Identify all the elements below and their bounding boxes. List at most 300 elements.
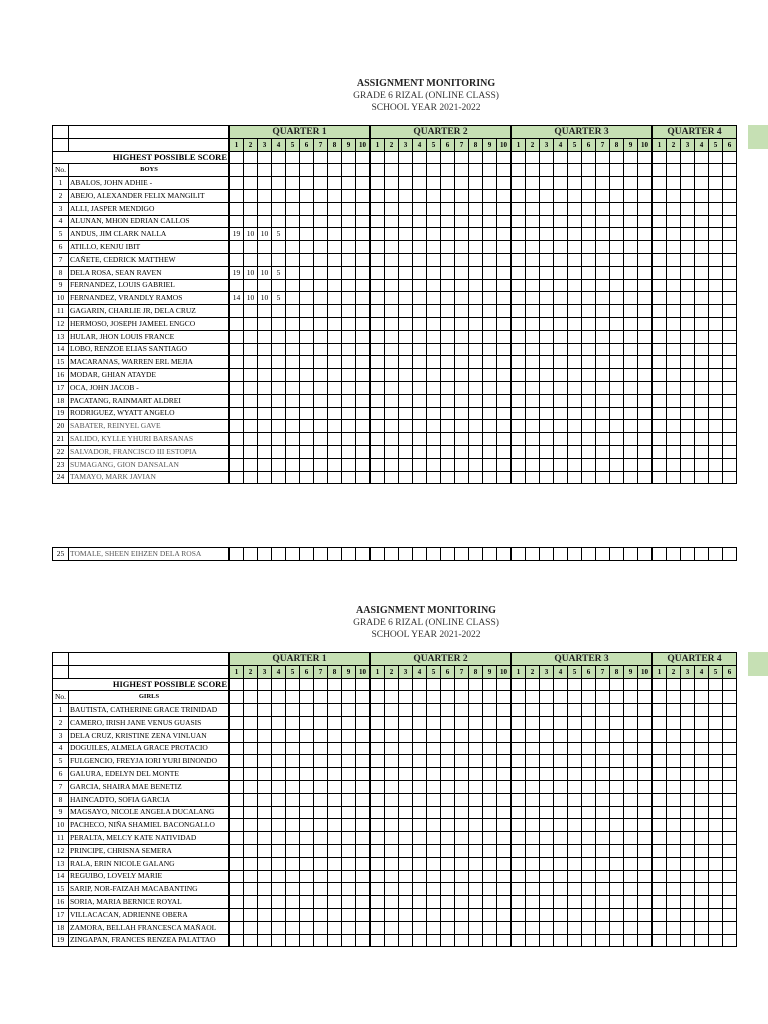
score-cell[interactable] (244, 755, 258, 768)
score-cell[interactable] (469, 896, 483, 909)
score-cell[interactable] (385, 716, 399, 729)
score-cell[interactable] (681, 330, 695, 343)
score-cell[interactable] (399, 420, 413, 433)
score-cell[interactable] (413, 691, 427, 704)
score-cell[interactable] (370, 716, 385, 729)
score-cell[interactable] (342, 215, 356, 228)
score-cell[interactable] (723, 716, 737, 729)
score-cell[interactable] (455, 857, 469, 870)
score-cell[interactable] (652, 420, 667, 433)
score-cell[interactable] (455, 548, 469, 561)
score-cell[interactable] (356, 704, 371, 717)
score-cell[interactable] (610, 908, 624, 921)
score-cell[interactable] (413, 458, 427, 471)
score-cell[interactable] (342, 317, 356, 330)
score-cell[interactable] (511, 343, 526, 356)
score-cell[interactable] (441, 768, 455, 781)
score-cell[interactable] (469, 369, 483, 382)
score-cell[interactable] (540, 704, 554, 717)
score-cell[interactable] (695, 189, 709, 202)
score-cell[interactable] (695, 921, 709, 934)
score-cell[interactable] (300, 678, 314, 691)
score-cell[interactable] (540, 381, 554, 394)
score-cell[interactable] (427, 716, 441, 729)
score-cell[interactable] (554, 330, 568, 343)
score-cell[interactable] (540, 716, 554, 729)
score-cell[interactable] (370, 819, 385, 832)
score-cell[interactable] (497, 189, 512, 202)
score-cell[interactable] (723, 883, 737, 896)
score-cell[interactable] (511, 458, 526, 471)
score-cell[interactable] (497, 716, 512, 729)
score-cell[interactable] (497, 844, 512, 857)
score-cell[interactable] (469, 934, 483, 947)
score-cell[interactable] (596, 189, 610, 202)
score-cell[interactable] (455, 729, 469, 742)
score-cell[interactable] (342, 381, 356, 394)
score-cell[interactable] (483, 407, 497, 420)
score-cell[interactable] (624, 420, 638, 433)
score-cell[interactable] (272, 780, 286, 793)
score-cell[interactable] (681, 407, 695, 420)
score-cell[interactable] (455, 343, 469, 356)
score-cell[interactable] (272, 445, 286, 458)
score-cell[interactable] (272, 844, 286, 857)
score-cell[interactable] (272, 215, 286, 228)
score-cell[interactable] (681, 241, 695, 254)
score-cell[interactable] (244, 844, 258, 857)
score-cell[interactable] (314, 729, 328, 742)
score-cell[interactable] (483, 356, 497, 369)
score-cell[interactable] (399, 177, 413, 190)
score-cell[interactable] (596, 394, 610, 407)
score-cell[interactable] (229, 883, 244, 896)
score-cell[interactable] (554, 253, 568, 266)
score-cell[interactable] (667, 716, 681, 729)
score-cell[interactable] (286, 330, 300, 343)
score-cell[interactable] (370, 343, 385, 356)
score-cell[interactable] (624, 678, 638, 691)
score-cell[interactable] (342, 177, 356, 190)
score-cell[interactable] (596, 716, 610, 729)
score-cell[interactable] (652, 202, 667, 215)
score-cell[interactable] (554, 883, 568, 896)
score-cell[interactable] (638, 548, 653, 561)
score-cell[interactable] (328, 266, 342, 279)
score-cell[interactable] (709, 305, 723, 318)
score-cell[interactable] (638, 253, 653, 266)
score-cell[interactable] (667, 755, 681, 768)
score-cell[interactable] (723, 253, 737, 266)
score-cell[interactable] (399, 921, 413, 934)
score-cell[interactable] (413, 228, 427, 241)
score-cell[interactable] (511, 716, 526, 729)
score-cell[interactable] (441, 832, 455, 845)
score-cell[interactable] (638, 870, 653, 883)
score-cell[interactable] (272, 330, 286, 343)
score-cell[interactable] (610, 151, 624, 164)
score-cell[interactable] (568, 921, 582, 934)
score-cell[interactable] (526, 678, 540, 691)
score-cell[interactable] (667, 343, 681, 356)
score-cell[interactable] (568, 704, 582, 717)
score-cell[interactable] (695, 215, 709, 228)
score-cell[interactable] (469, 793, 483, 806)
score-cell[interactable] (568, 819, 582, 832)
score-cell[interactable] (681, 253, 695, 266)
score-cell[interactable] (413, 471, 427, 484)
score-cell[interactable] (229, 241, 244, 254)
score-cell[interactable] (610, 793, 624, 806)
score-cell[interactable] (342, 189, 356, 202)
score-cell[interactable] (554, 716, 568, 729)
score-cell[interactable] (427, 305, 441, 318)
score-cell[interactable] (568, 768, 582, 781)
score-cell[interactable] (385, 548, 399, 561)
score-cell[interactable] (258, 934, 272, 947)
score-cell[interactable] (455, 806, 469, 819)
score-cell[interactable] (258, 433, 272, 446)
score-cell[interactable] (300, 279, 314, 292)
score-cell[interactable] (370, 768, 385, 781)
score-cell[interactable] (455, 678, 469, 691)
score-cell[interactable] (229, 844, 244, 857)
score-cell[interactable] (596, 433, 610, 446)
score-cell[interactable] (300, 253, 314, 266)
score-cell[interactable] (272, 793, 286, 806)
score-cell[interactable] (455, 780, 469, 793)
score-cell[interactable] (540, 844, 554, 857)
score-cell[interactable] (554, 189, 568, 202)
score-cell[interactable] (483, 202, 497, 215)
score-cell[interactable] (356, 780, 371, 793)
score-cell[interactable] (554, 729, 568, 742)
score-cell[interactable] (681, 394, 695, 407)
score-cell[interactable] (540, 266, 554, 279)
score-cell[interactable] (300, 806, 314, 819)
score-cell[interactable] (229, 177, 244, 190)
score-cell[interactable] (652, 317, 667, 330)
score-cell[interactable] (681, 279, 695, 292)
score-cell[interactable] (596, 742, 610, 755)
score-cell[interactable] (399, 407, 413, 420)
score-cell[interactable] (681, 228, 695, 241)
score-cell[interactable] (695, 356, 709, 369)
score-cell[interactable] (441, 292, 455, 305)
score-cell[interactable] (427, 433, 441, 446)
score-cell[interactable] (667, 445, 681, 458)
score-cell[interactable] (540, 780, 554, 793)
score-cell[interactable] (610, 202, 624, 215)
score-cell[interactable] (286, 394, 300, 407)
score-cell[interactable] (356, 394, 371, 407)
score-cell[interactable] (624, 768, 638, 781)
score-cell[interactable] (286, 870, 300, 883)
score-cell[interactable] (385, 755, 399, 768)
score-cell[interactable] (328, 202, 342, 215)
score-cell[interactable] (723, 279, 737, 292)
score-cell[interactable] (328, 215, 342, 228)
score-cell[interactable] (497, 215, 512, 228)
score-cell[interactable] (709, 241, 723, 254)
score-cell[interactable] (413, 445, 427, 458)
score-cell[interactable] (695, 471, 709, 484)
score-cell[interactable] (652, 253, 667, 266)
score-cell[interactable] (314, 317, 328, 330)
score-cell[interactable] (568, 729, 582, 742)
score-cell[interactable] (540, 832, 554, 845)
score-cell[interactable] (385, 870, 399, 883)
score-cell[interactable] (695, 896, 709, 909)
score-cell[interactable] (709, 407, 723, 420)
score-cell[interactable] (610, 755, 624, 768)
score-cell[interactable] (314, 471, 328, 484)
score-cell[interactable] (413, 343, 427, 356)
score-cell[interactable] (286, 317, 300, 330)
score-cell[interactable] (540, 691, 554, 704)
score-cell[interactable] (723, 420, 737, 433)
score-cell[interactable] (497, 729, 512, 742)
score-cell[interactable] (258, 253, 272, 266)
score-cell[interactable] (244, 189, 258, 202)
score-cell[interactable] (399, 716, 413, 729)
score-cell[interactable] (286, 857, 300, 870)
score-cell[interactable] (652, 548, 667, 561)
score-cell[interactable] (427, 691, 441, 704)
score-cell[interactable] (258, 844, 272, 857)
score-cell[interactable] (582, 292, 596, 305)
score-cell[interactable] (356, 279, 371, 292)
score-cell[interactable] (596, 908, 610, 921)
score-cell[interactable] (427, 317, 441, 330)
score-cell[interactable] (427, 870, 441, 883)
score-cell[interactable] (328, 394, 342, 407)
score-cell[interactable] (709, 742, 723, 755)
score-cell[interactable] (624, 343, 638, 356)
score-cell[interactable] (399, 704, 413, 717)
score-cell[interactable] (497, 691, 512, 704)
score-cell[interactable] (229, 215, 244, 228)
score-cell[interactable] (300, 548, 314, 561)
score-cell[interactable] (568, 253, 582, 266)
score-cell[interactable] (667, 548, 681, 561)
score-cell[interactable] (483, 394, 497, 407)
score-cell[interactable] (300, 471, 314, 484)
score-cell[interactable] (568, 381, 582, 394)
score-cell[interactable] (568, 445, 582, 458)
score-cell[interactable] (244, 356, 258, 369)
score-cell[interactable] (526, 793, 540, 806)
score-cell[interactable] (483, 445, 497, 458)
score-cell[interactable] (695, 883, 709, 896)
score-cell[interactable] (229, 908, 244, 921)
score-cell[interactable] (244, 780, 258, 793)
score-cell[interactable] (229, 471, 244, 484)
score-cell[interactable] (497, 896, 512, 909)
score-cell[interactable] (554, 832, 568, 845)
score-cell[interactable] (370, 279, 385, 292)
score-cell[interactable] (427, 177, 441, 190)
score-cell[interactable] (582, 241, 596, 254)
score-cell[interactable] (314, 716, 328, 729)
score-cell[interactable] (356, 832, 371, 845)
score-cell[interactable] (300, 177, 314, 190)
score-cell[interactable] (723, 356, 737, 369)
score-cell[interactable] (596, 266, 610, 279)
score-cell[interactable] (244, 819, 258, 832)
score-cell[interactable] (568, 356, 582, 369)
score-cell[interactable] (568, 832, 582, 845)
score-cell[interactable] (709, 343, 723, 356)
score-cell[interactable] (511, 420, 526, 433)
score-cell[interactable] (328, 241, 342, 254)
score-cell[interactable] (624, 189, 638, 202)
score-cell[interactable] (441, 445, 455, 458)
score-cell[interactable] (652, 921, 667, 934)
score-cell[interactable] (709, 228, 723, 241)
score-cell[interactable] (723, 857, 737, 870)
score-cell[interactable] (723, 870, 737, 883)
score-cell[interactable] (483, 819, 497, 832)
score-cell[interactable] (723, 908, 737, 921)
score-cell[interactable] (370, 780, 385, 793)
score-cell[interactable] (356, 471, 371, 484)
score-cell[interactable] (497, 806, 512, 819)
score-cell[interactable] (540, 253, 554, 266)
score-cell[interactable] (314, 381, 328, 394)
score-cell[interactable] (638, 164, 653, 177)
score-cell[interactable] (286, 292, 300, 305)
score-cell[interactable] (568, 228, 582, 241)
score-cell[interactable] (272, 420, 286, 433)
score-cell[interactable] (244, 793, 258, 806)
score-cell[interactable] (483, 844, 497, 857)
score-cell[interactable] (469, 832, 483, 845)
score-cell[interactable] (554, 548, 568, 561)
score-cell[interactable] (610, 356, 624, 369)
score-cell[interactable] (413, 548, 427, 561)
score-cell[interactable] (272, 253, 286, 266)
score-cell[interactable] (328, 678, 342, 691)
score-cell[interactable] (624, 292, 638, 305)
score-cell[interactable] (568, 742, 582, 755)
score-cell[interactable] (681, 793, 695, 806)
score-cell[interactable] (455, 317, 469, 330)
score-cell[interactable] (483, 768, 497, 781)
score-cell[interactable] (244, 716, 258, 729)
score-cell[interactable] (370, 445, 385, 458)
score-cell[interactable] (554, 177, 568, 190)
score-cell[interactable] (399, 896, 413, 909)
score-cell[interactable] (413, 356, 427, 369)
score-cell[interactable] (356, 164, 371, 177)
score-cell[interactable] (709, 215, 723, 228)
score-cell[interactable] (286, 215, 300, 228)
score-cell[interactable] (582, 164, 596, 177)
score-cell[interactable] (540, 458, 554, 471)
score-cell[interactable] (385, 356, 399, 369)
score-cell[interactable] (667, 177, 681, 190)
score-cell[interactable] (300, 832, 314, 845)
score-cell[interactable] (667, 433, 681, 446)
score-cell[interactable] (356, 241, 371, 254)
score-cell[interactable] (582, 870, 596, 883)
score-cell[interactable] (229, 793, 244, 806)
score-cell[interactable] (540, 548, 554, 561)
score-cell[interactable] (244, 445, 258, 458)
score-cell[interactable] (229, 394, 244, 407)
score-cell[interactable] (568, 189, 582, 202)
score-cell[interactable] (624, 317, 638, 330)
score-cell[interactable] (483, 253, 497, 266)
score-cell[interactable] (638, 189, 653, 202)
score-cell[interactable] (695, 177, 709, 190)
score-cell[interactable] (229, 420, 244, 433)
score-cell[interactable] (540, 883, 554, 896)
score-cell[interactable] (399, 151, 413, 164)
score-cell[interactable]: 5 (272, 266, 286, 279)
score-cell[interactable] (596, 330, 610, 343)
score-cell[interactable] (540, 678, 554, 691)
score-cell[interactable] (469, 253, 483, 266)
score-cell[interactable] (695, 394, 709, 407)
score-cell[interactable] (723, 806, 737, 819)
score-cell[interactable] (582, 151, 596, 164)
score-cell[interactable] (356, 330, 371, 343)
score-cell[interactable] (695, 870, 709, 883)
score-cell[interactable] (540, 729, 554, 742)
score-cell[interactable] (483, 151, 497, 164)
score-cell[interactable] (723, 742, 737, 755)
score-cell[interactable] (370, 151, 385, 164)
score-cell[interactable] (229, 832, 244, 845)
score-cell[interactable] (441, 202, 455, 215)
score-cell[interactable] (399, 691, 413, 704)
score-cell[interactable] (624, 921, 638, 934)
score-cell[interactable] (610, 742, 624, 755)
score-cell[interactable] (554, 202, 568, 215)
score-cell[interactable] (427, 189, 441, 202)
score-cell[interactable] (667, 742, 681, 755)
score-cell[interactable] (667, 266, 681, 279)
score-cell[interactable] (342, 407, 356, 420)
score-cell[interactable] (483, 458, 497, 471)
score-cell[interactable] (385, 768, 399, 781)
score-cell[interactable] (596, 241, 610, 254)
score-cell[interactable] (370, 266, 385, 279)
score-cell[interactable] (244, 151, 258, 164)
score-cell[interactable] (300, 819, 314, 832)
score-cell[interactable] (399, 369, 413, 382)
score-cell[interactable] (497, 755, 512, 768)
score-cell[interactable] (455, 471, 469, 484)
score-cell[interactable] (342, 458, 356, 471)
score-cell[interactable] (667, 471, 681, 484)
score-cell[interactable] (300, 716, 314, 729)
score-cell[interactable] (427, 330, 441, 343)
score-cell[interactable] (441, 381, 455, 394)
score-cell[interactable] (624, 445, 638, 458)
score-cell[interactable] (272, 471, 286, 484)
score-cell[interactable] (314, 691, 328, 704)
score-cell[interactable] (709, 420, 723, 433)
score-cell[interactable] (413, 857, 427, 870)
score-cell[interactable] (427, 215, 441, 228)
score-cell[interactable] (511, 896, 526, 909)
score-cell[interactable] (413, 819, 427, 832)
score-cell[interactable] (370, 934, 385, 947)
score-cell[interactable] (526, 704, 540, 717)
